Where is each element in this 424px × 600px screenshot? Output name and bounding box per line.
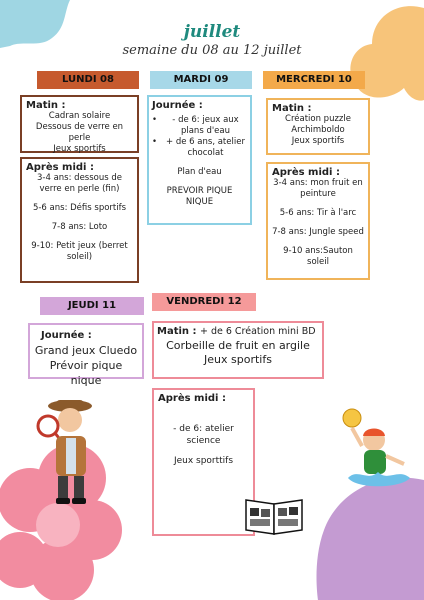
activity-line: Archimboldo xyxy=(291,125,345,135)
week-subtitle: semaine du 08 au 12 juillet xyxy=(122,43,302,58)
bullet-icon: • xyxy=(152,115,158,125)
day-header-vendredi: VENDREDI 12 xyxy=(152,293,256,311)
activity-line: 9-10: Petit jeux (berret soleil) xyxy=(31,241,128,262)
activity-line: 7-8 ans: Jungle speed xyxy=(272,227,364,237)
day-header-mardi: MARDI 09 xyxy=(150,71,252,89)
activity-line: 3-4 ans: mon fruit en peinture xyxy=(273,178,363,199)
activity-line: Corbeille de fruit en argile xyxy=(166,339,310,352)
lundi-morning-box xyxy=(20,95,139,153)
mardi-day-box xyxy=(147,95,252,225)
jeudi-day-label: Journée : xyxy=(41,330,92,341)
mercredi-morning-box xyxy=(266,98,370,155)
activity-line: 5-6 ans: Tir à l'arc xyxy=(279,208,357,218)
day-header-mercredi: MERCREDI 10 xyxy=(263,71,365,89)
activity-line: 9-10 ans:Sauton soleil xyxy=(283,246,353,267)
activity-line: 3-4 ans: dessous de verre en perle (fin) xyxy=(37,173,122,194)
bullet-icon: • xyxy=(152,137,158,147)
activity-line: Prévoir pique nique xyxy=(49,359,123,387)
mercredi-afternoon-label: Après midi : xyxy=(272,167,340,178)
month-title: juillet xyxy=(183,22,241,42)
mercredi-afternoon-box xyxy=(266,162,370,280)
activity-line: Création puzzle xyxy=(285,114,351,124)
activity-line: + de 6 Création mini BD xyxy=(199,326,316,337)
activity-line: Jeux sporttifs xyxy=(173,456,234,466)
activity-line: Grand jeux Cluedo xyxy=(34,344,138,357)
detective-girl-illustration xyxy=(36,398,106,508)
activity-line: 7-8 ans: Loto xyxy=(51,222,108,232)
vendredi-morning-box xyxy=(152,321,324,379)
activity-line: 5-6 ans: Défis sportifs xyxy=(32,203,127,213)
day-header-lundi: LUNDI 08 xyxy=(37,71,139,89)
lundi-afternoon-box xyxy=(20,157,139,283)
activity-line: - de 6: jeux aux plans d'eau xyxy=(172,115,239,136)
activity-line: Dessous de verre en perle xyxy=(35,122,124,143)
activity-line: Plan d'eau xyxy=(177,167,222,177)
water-polo-boy-illustration xyxy=(340,408,420,498)
activity-line: Jeux sportifs xyxy=(291,136,345,146)
vendredi-afternoon-label: Après midi : xyxy=(158,393,226,404)
activity-line: Jeux sportifs xyxy=(53,144,106,154)
jeudi-day-box xyxy=(28,323,144,387)
mardi-day-label: Journée : xyxy=(152,100,203,111)
activity-line: - de 6: atelier science xyxy=(173,424,234,446)
day-header-jeudi: JEUDI 11 xyxy=(40,297,144,315)
comic-book-icon xyxy=(244,494,304,536)
mercredi-morning-label: Matin : xyxy=(272,103,312,114)
lundi-afternoon-label: Après midi : xyxy=(26,162,94,173)
lundi-morning-label: Matin : xyxy=(26,100,66,111)
activity-line: PREVOIR PIQUE NIQUE xyxy=(166,186,233,207)
activity-line: Jeux sportifs xyxy=(204,353,272,366)
vendredi-afternoon-box xyxy=(152,388,255,536)
activity-line: Cadran solaire xyxy=(48,111,111,121)
activity-line: + de 6 ans, atelier chocolat xyxy=(166,137,245,158)
vendredi-morning-label: Matin : xyxy=(157,326,197,337)
